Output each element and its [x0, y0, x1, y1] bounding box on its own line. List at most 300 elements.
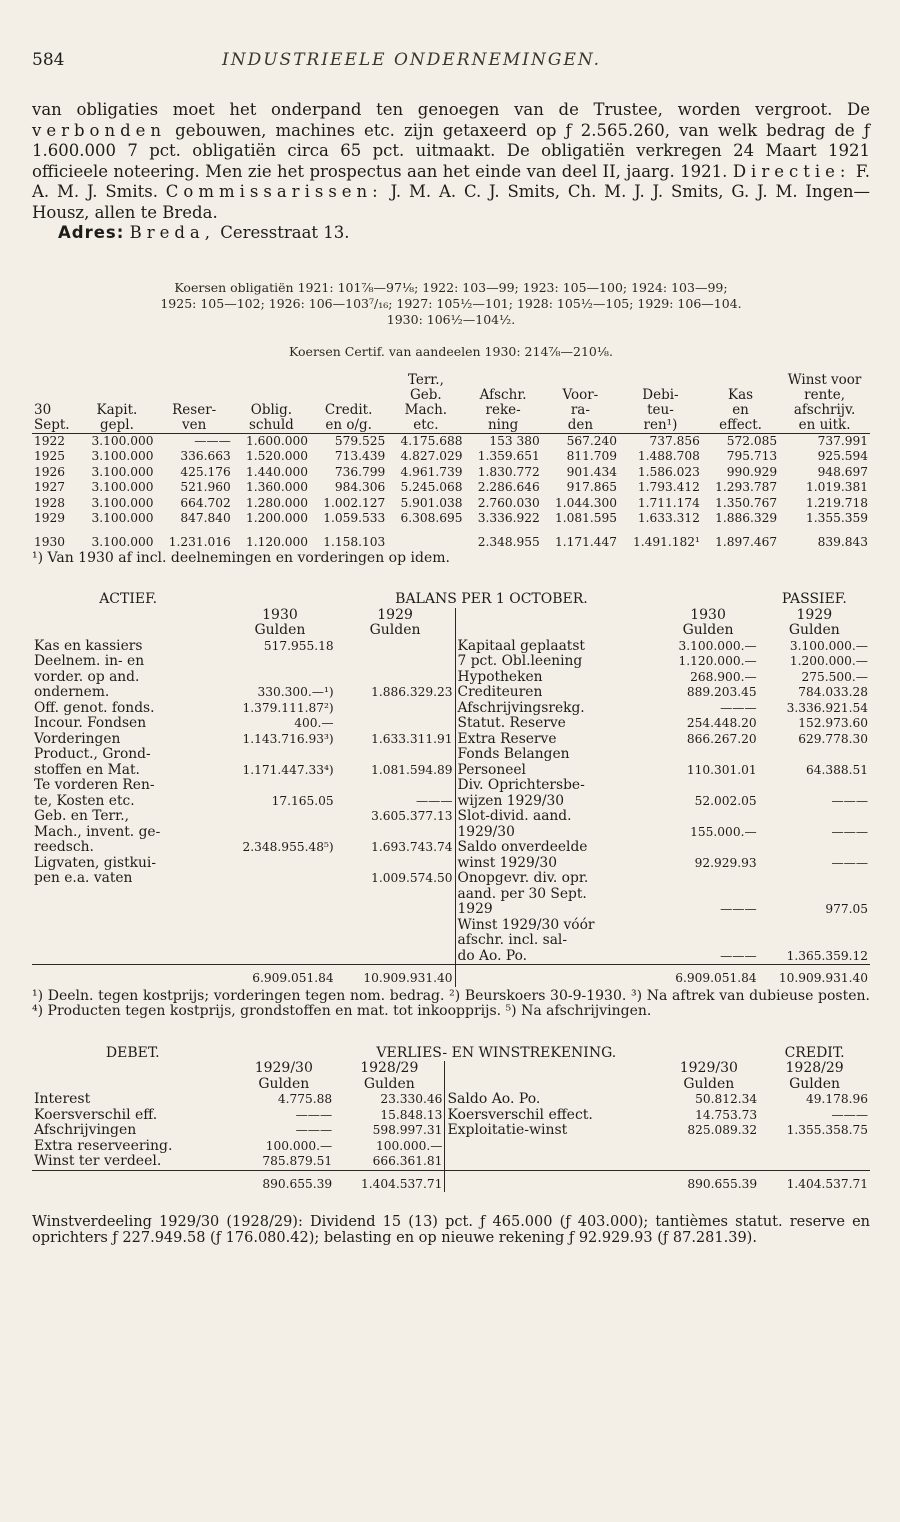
table-cell: 1.171.447 [554, 534, 617, 549]
account-amount: 1.365.359.12 [786, 948, 868, 963]
account-amount: ——— [831, 855, 868, 870]
table-cell: 3.100.000 [91, 495, 154, 510]
account-amount: ——— [295, 1123, 333, 1137]
account-label: ondernem. [34, 684, 110, 700]
commissarissen-names: J. M. A. C. J. Smits, Ch. M. J. J. Smits, G. J. M. Ingen—Housz, allen te Breda. [32, 182, 871, 222]
table-cell: 1.440.000 [246, 464, 309, 479]
table-cell: 579.525 [334, 433, 386, 448]
account-label: Saldo onverdeelde [455, 840, 657, 856]
account-label: Off. genot. fonds. [34, 699, 155, 716]
account-amount [759, 933, 870, 949]
account-row [32, 654, 870, 670]
table-row [32, 527, 870, 551]
table-cell: 4.175.688 [400, 433, 463, 448]
table-cell: 847.840 [180, 511, 231, 525]
account-amount: 825.089.32 [687, 1123, 758, 1137]
account-label: Interest [34, 1091, 91, 1107]
table-cell: 1.491.182¹ [633, 534, 700, 549]
table-cell: 1.586.023 [637, 464, 700, 479]
table-cell: 4.827.029 [400, 449, 463, 463]
account-label: afschr. incl. sal- [455, 933, 657, 949]
account-amount [224, 871, 335, 887]
column-header [619, 373, 702, 388]
year-col: 1928/29 [785, 1060, 844, 1076]
column-header: gepl. [78, 418, 155, 434]
table-cell: 736.799 [334, 464, 386, 479]
account-amount: 2.348.955.48⁵) [242, 840, 334, 854]
account-amount: 3.100.000.— [789, 638, 868, 653]
account-amount [658, 1139, 759, 1155]
table-cell: 3.100.000 [91, 464, 154, 479]
account-row [32, 639, 870, 655]
account-amount: 784.033.28 [798, 685, 868, 699]
page [32, 50, 870, 1246]
account-label: 1929/30 [455, 825, 657, 841]
table-row [32, 465, 870, 481]
column-header [310, 388, 387, 403]
table-cell: 336.663 [180, 449, 231, 463]
account-amount [336, 716, 455, 732]
account-amount: 1.633.311.91 [371, 731, 453, 746]
table-cell: 1928 [34, 495, 66, 510]
account-amount [336, 701, 455, 717]
prose-part2: gebouwen, machines etc. zijn getaxeerd op ƒ 2.565.260, van welk bedrag de ƒ 1.600.000 7 pct. obligatiën circa 65 pct. uitmaakt. De obligatiën verkregen 24 Maart 1921 officieele noteering. Men zie het prospectus aan het einde van deel II, jaarg. 1921. [32, 120, 870, 181]
account-row [32, 794, 870, 810]
account-amount: 155.000.— [690, 824, 757, 839]
account-amount [657, 747, 758, 763]
unit-col: Gulden [682, 622, 734, 638]
account-amount [336, 654, 455, 670]
table-cell: 567.240 [566, 433, 617, 448]
account-amount: 100.000.— [375, 1138, 443, 1153]
account-label: Fonds Belangen [455, 747, 657, 763]
account-amount: ——— [831, 824, 868, 839]
account-amount: 1.171.447.33⁴) [242, 762, 334, 777]
account-amount [759, 1139, 870, 1155]
table-cell: 1.120.000 [246, 534, 309, 549]
table-cell: 925.594 [817, 449, 868, 463]
account-amount [224, 918, 335, 934]
account-row [32, 701, 870, 717]
account-amount: 1.379.111.87²) [242, 700, 334, 715]
account-amount [657, 871, 758, 887]
balance-unit-row [32, 623, 870, 639]
account-amount: 254.448.20 [686, 716, 757, 730]
account-row [32, 1139, 870, 1155]
column-header [233, 388, 310, 403]
account-row [32, 809, 870, 825]
table-cell: 1.355.359 [805, 511, 868, 525]
totals-row [32, 1170, 870, 1192]
account-label: Afschrijvingsrekg. [455, 701, 657, 717]
account-row [32, 778, 870, 794]
account-label: Personeel [455, 763, 657, 779]
account-label: Winst ter verdeel. [34, 1153, 162, 1169]
balance-year-row [32, 608, 870, 624]
adres-city: Breda, [129, 223, 215, 242]
column-header [702, 373, 779, 388]
table-cell: 811.709 [566, 449, 617, 463]
column-header: en [732, 401, 749, 418]
table-cell: 1.793.412 [637, 480, 700, 494]
unit-col: Gulden [258, 1075, 310, 1092]
account-label: Hypotheken [455, 670, 657, 686]
table-cell: 1.002.127 [323, 495, 386, 510]
table-cell: 5.245.068 [400, 480, 463, 494]
account-amount [657, 887, 758, 903]
table-row [32, 511, 870, 527]
balance-title-row [32, 592, 870, 608]
account-amount: 598.997.31 [372, 1123, 443, 1137]
account-amount: 3.100.000.— [678, 638, 757, 653]
column-header: effect. [702, 418, 779, 434]
table-cell: 839.843 [817, 534, 868, 549]
account-label [32, 902, 224, 918]
account-amount [224, 949, 335, 965]
column-header: Voor- [562, 386, 599, 403]
account-amount: 666.361.81 [372, 1154, 443, 1168]
table-cell: 1.059.533 [323, 511, 386, 525]
table-cell: 1.520.000 [246, 449, 309, 463]
quotes-line: Koersen obligatiën 1921: 101⅞—97⅛; 1922: 103—99; 1923: 105—100; 1924: 103—99; [174, 279, 728, 295]
year-col: 1930 [690, 606, 726, 623]
account-amount [224, 856, 335, 872]
account-amount [336, 902, 455, 918]
table-cell: 1.633.312 [637, 511, 700, 525]
table-cell: 3.100.000 [91, 511, 154, 525]
table-cell: 948.697 [817, 464, 868, 479]
prose-part1: van obligaties moet het onderpand ten genoegen van de Trustee, worden vergroot. De [32, 100, 870, 119]
passief-label: PASSIEF. [781, 591, 847, 607]
account-amount [759, 918, 870, 934]
account-amount [224, 933, 335, 949]
account-amount: ——— [415, 793, 453, 808]
table-cell: 917.865 [566, 480, 617, 494]
table-cell: 3.100.000 [91, 433, 154, 448]
table-row [32, 496, 870, 512]
account-label: Afschrijvingen [34, 1122, 137, 1138]
account-amount: 23.330.46 [380, 1092, 443, 1106]
account-amount: 92.929.93 [694, 855, 757, 870]
table-cell: 1.200.000 [246, 511, 309, 525]
account-amount: ——— [831, 1107, 868, 1122]
table-cell: 713.439 [334, 449, 386, 463]
account-label: Crediteuren [455, 685, 657, 701]
column-header: en uitk. [779, 418, 870, 434]
table-cell: 3.336.922 [477, 511, 540, 525]
account-amount [224, 902, 335, 918]
column-header: 30 [34, 401, 52, 418]
table-cell: 1.280.000 [246, 495, 309, 510]
account-label: 7 pct. Obl.leening [455, 654, 657, 670]
account-label: vorder. op and. [34, 668, 140, 685]
table-cell: 664.702 [180, 495, 231, 510]
column-header: en o/g. [310, 418, 387, 434]
total-amount: 1.404.537.71 [759, 1170, 870, 1192]
account-amount [657, 840, 758, 856]
account-amount: 517.955.18 [263, 638, 334, 653]
account-row [32, 933, 870, 949]
column-header [233, 373, 310, 388]
account-row [32, 918, 870, 934]
year-col: 1929 [377, 606, 413, 623]
directie-label: Directie: [732, 161, 851, 181]
company-description [32, 100, 870, 244]
quotes-line: 1925: 105—102; 1926: 106—103⁷/₁₆; 1927: 105½—101; 1928: 105½—105; 1929: 106—104. [160, 295, 742, 311]
account-amount [336, 670, 455, 686]
actief-label: ACTIEF. [99, 591, 158, 607]
account-row [32, 670, 870, 686]
table-row [32, 449, 870, 465]
account-amount: 152.973.60 [798, 716, 868, 730]
account-label: Te vorderen Ren- [34, 777, 155, 793]
pl-title-row [32, 1046, 870, 1062]
column-header: Terr., [407, 371, 444, 388]
table-header-row [32, 418, 870, 434]
column-header: Sept. [32, 418, 78, 434]
total-amount: 6.909.051.84 [224, 965, 335, 987]
page-number: 584 [32, 50, 65, 70]
table-cell: 572.085 [726, 433, 778, 448]
table-cell: 990.929 [726, 464, 778, 479]
table-header-row [32, 373, 870, 388]
account-label: winst 1929/30 [455, 856, 657, 872]
account-amount [657, 778, 758, 794]
table-cell: 1.293.787 [715, 480, 778, 494]
account-amount [336, 856, 455, 872]
account-row [32, 1092, 870, 1108]
table-cell: 153 380 [489, 433, 540, 448]
unit-col: Gulden [363, 1075, 415, 1092]
table-cell: 3.100.000 [91, 449, 154, 463]
table-row [32, 480, 870, 496]
table-cell: 1.219.718 [805, 495, 868, 510]
table-cell: 1.158.103 [323, 534, 386, 549]
table-row [32, 433, 870, 449]
account-label: wijzen 1929/30 [455, 794, 657, 810]
account-row [32, 685, 870, 701]
table-cell: 737.856 [649, 433, 700, 448]
table-cell: 1.830.772 [477, 464, 540, 479]
unit-col: Gulden [789, 1075, 841, 1092]
account-row [32, 856, 870, 872]
table-header-row [32, 403, 870, 418]
column-header: Kapit. [96, 401, 138, 418]
total-amount: 1.404.537.71 [334, 1170, 445, 1192]
share-quotes: Koersen Certif. van aandeelen 1930: 214⅞—210⅛. [289, 343, 613, 359]
account-amount: 3.336.921.54 [786, 700, 868, 715]
account-row [32, 840, 870, 856]
balance-footnotes: ¹) Deeln. tegen kostprijs; vorderingen tegen nom. bedrag. ²) Beurskoers 30-9-1930. ³) Na aftrek van dubieuse posten. ⁴) Producten tegen kostprijs, grondstoffen en mat. tot inkoopprijs. ⁵) Na afschrijvingen. [32, 987, 870, 1019]
account-label: Div. Oprichtersbe- [455, 778, 657, 794]
account-amount [657, 809, 758, 825]
year-col: 1929 [796, 606, 833, 623]
balance-title: BALANS PER 1 OCTOBER. [395, 591, 588, 607]
commissarissen-label: Commissarissen: [165, 182, 383, 201]
pl-unit-row [32, 1077, 870, 1093]
column-header [542, 373, 619, 388]
column-header: schuld [233, 418, 310, 434]
year-col: 1930 [262, 606, 298, 623]
account-amount [336, 887, 455, 903]
account-label [445, 1154, 659, 1170]
table-cell: 1927 [34, 480, 66, 494]
table-cell: 795.713 [726, 449, 778, 463]
table-cell: 1925 [34, 449, 66, 463]
account-amount [224, 778, 335, 794]
account-label: Extra Reserve [455, 732, 657, 748]
table-cell: 521.960 [180, 480, 231, 494]
account-amount [224, 747, 335, 763]
account-amount: 50.812.34 [695, 1092, 758, 1106]
unit-col: Gulden [254, 622, 306, 638]
account-label [32, 918, 224, 934]
column-header: Afschr. [479, 386, 527, 403]
account-row [32, 887, 870, 903]
table-cell: 1.360.000 [246, 480, 309, 494]
column-header: ven [156, 418, 233, 434]
account-amount: ——— [720, 902, 757, 916]
account-amount [224, 887, 335, 903]
profit-distribution: Winstverdeeling 1929/30 (1928/29): Dividend 15 (13) pct. ƒ 465.000 (ƒ 403.000); tantièmes statut. reserve en oprichters ƒ 227.949.58 (ƒ 176.080.42); belasting en op nieuwe rekening ƒ 92.929.93 (ƒ 87.281.39). [32, 1214, 870, 1246]
table-cell: 6.308.695 [400, 511, 463, 525]
table-cell: 1.488.708 [637, 449, 700, 463]
account-amount: ——— [720, 700, 757, 715]
kerncijfers-table [32, 373, 870, 551]
account-amount: 1.200.000.— [789, 654, 868, 668]
table-cell: 1922 [34, 433, 66, 448]
account-amount: 866.267.20 [686, 731, 757, 746]
column-header: Geb. [410, 386, 442, 403]
table-cell: 2.348.955 [477, 534, 540, 549]
account-amount [336, 949, 455, 965]
account-amount: 1.081.594.89 [371, 762, 453, 777]
account-label: Koersverschil effect. [445, 1108, 659, 1124]
account-amount: ——— [720, 948, 757, 963]
account-amount: 14.753.73 [695, 1107, 758, 1122]
bond-quotes [32, 280, 870, 328]
totals-row [32, 965, 870, 987]
account-row [32, 949, 870, 965]
table-cell: 901.434 [566, 464, 617, 479]
account-amount [336, 778, 455, 794]
table-cell: 1.711.174 [637, 495, 700, 510]
table-cell: 1.350.767 [715, 495, 778, 510]
total-amount: 890.655.39 [233, 1170, 334, 1192]
column-header: rente, [804, 386, 845, 403]
column-header: Winst voor [787, 371, 862, 388]
table-cell: ——— [194, 433, 231, 448]
running-title: INDUSTRIEELE ONDERNEMINGEN. [222, 50, 602, 70]
account-label: Winst 1929/30 vóór [455, 918, 657, 934]
account-row [32, 747, 870, 763]
table-cell: 2.760.030 [477, 495, 540, 510]
column-header [156, 388, 233, 403]
account-row [32, 732, 870, 748]
account-amount: 100.000.— [265, 1138, 333, 1153]
account-row [32, 825, 870, 841]
table-cell: 1.044.300 [554, 495, 617, 510]
account-label: Deelnem. in- en [34, 653, 145, 669]
table-cell: 984.306 [334, 480, 386, 494]
account-label: Geb. en Terr., [34, 808, 129, 824]
account-label: Saldo Ao. Po. [445, 1092, 659, 1108]
account-amount: 110.301.01 [686, 762, 757, 777]
table-header-row [32, 388, 870, 403]
account-amount: 1.886.329.23 [371, 685, 453, 699]
table-cell: 425.176 [180, 464, 231, 479]
table-cell: 2.286.646 [477, 480, 540, 494]
year-col: 1928/29 [360, 1060, 419, 1076]
account-label: Kas en kassiers [34, 637, 143, 654]
account-amount: 889.203.45 [686, 685, 757, 699]
column-header: reke- [485, 401, 521, 418]
pl-year-row [32, 1061, 870, 1077]
account-amount: 977.05 [825, 902, 868, 916]
account-amount: 52.002.05 [694, 793, 757, 808]
account-amount [336, 747, 455, 763]
unit-col: Gulden [788, 622, 840, 638]
account-amount [759, 871, 870, 887]
total-amount: 10.909.931.40 [759, 965, 870, 987]
account-amount [658, 1154, 759, 1170]
table-cell: 5.901.038 [400, 495, 463, 510]
account-label: Exploitatie-winst [445, 1123, 659, 1139]
table-cell: 1.886.329 [715, 511, 778, 525]
column-header: ren¹) [619, 418, 702, 434]
account-label: Vorderingen [34, 730, 121, 747]
column-header: ning [465, 418, 542, 434]
account-label: Mach., invent. ge- [34, 823, 161, 840]
account-amount [657, 933, 758, 949]
account-row [32, 716, 870, 732]
credit-label: CREDIT. [784, 1044, 845, 1061]
account-amount: 1.009.574.50 [371, 871, 453, 885]
account-label: Kapitaal geplaatst [455, 639, 657, 655]
table-cell: 737.991 [817, 433, 868, 448]
column-header: etc. [387, 418, 464, 434]
account-amount: 400.— [294, 716, 334, 730]
account-amount: 629.778.30 [798, 731, 868, 746]
unit-col: Gulden [683, 1075, 735, 1092]
balance-sheet [32, 592, 870, 987]
pl-title: VERLIES- EN WINSTREKENING. [376, 1044, 617, 1061]
account-amount [759, 840, 870, 856]
column-header: afschrijv. [793, 401, 856, 418]
column-header: Kas [728, 386, 754, 403]
account-amount [759, 809, 870, 825]
account-label: reedsch. [34, 839, 94, 855]
debet-label: DEBET. [105, 1044, 160, 1061]
account-amount: 49.178.96 [805, 1092, 868, 1106]
column-header [32, 388, 78, 403]
account-row [32, 902, 870, 918]
account-amount [336, 825, 455, 841]
table-cell: 1.081.595 [554, 511, 617, 525]
table-cell: 1930 [34, 534, 66, 549]
column-header: teu- [647, 401, 674, 418]
directie-names: F. A. M. J. Smits. [32, 161, 871, 201]
column-header [32, 373, 78, 388]
account-label [32, 933, 224, 949]
table-cell: 1929 [34, 511, 66, 525]
account-row [32, 1154, 870, 1170]
account-amount: 785.879.51 [262, 1154, 333, 1168]
adres-street: Ceresstraat 13. [220, 223, 350, 242]
account-amount [759, 1154, 870, 1170]
account-amount: 64.388.51 [805, 762, 868, 777]
account-amount: 15.848.13 [380, 1107, 443, 1122]
